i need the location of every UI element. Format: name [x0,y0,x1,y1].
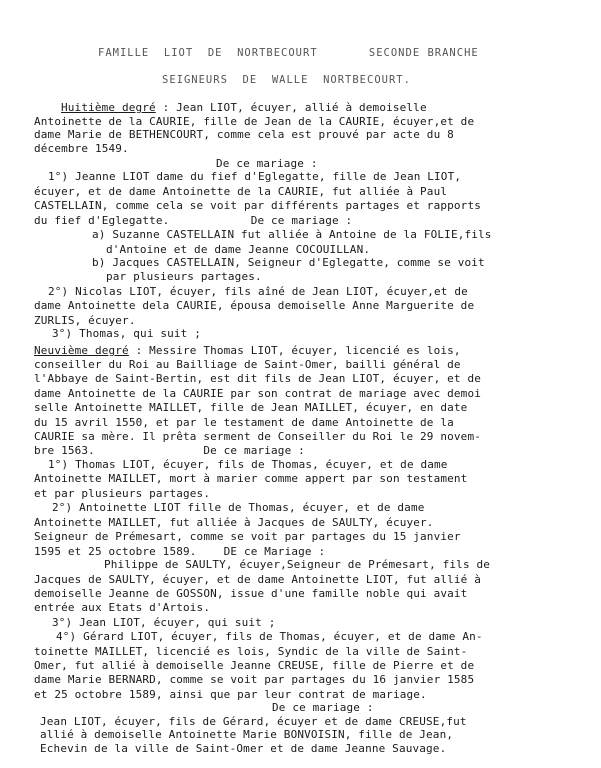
text-line [34,659,474,672]
text-line [34,299,474,312]
text-line [52,616,276,629]
line-text: 3°) Jean LIOT, écuyer, qui suit ; [52,616,276,629]
text-line [40,742,446,755]
line-text: bre 1563. De ce mariage : [34,444,305,457]
text-line [272,701,374,714]
text-line [52,327,201,340]
text-line [34,214,352,227]
line-text: 2°) Antoinette LIOT fille de Thomas, écuyer, et de dame [52,501,425,514]
text-line [40,715,467,728]
line-text: Antoinette MAILLET, fut alliée à Jacques de SAULTY, écuyer. [34,516,434,529]
line-text: d'Antoine et de dame Jeanne COCOUILLAN. [106,243,371,256]
text-line [106,270,262,283]
line-text: 1°) Thomas LIOT, écuyer, fils de Thomas, écuyer, et de dame [48,458,448,471]
text-line [34,387,481,400]
text-line [34,115,474,128]
text-line [48,285,468,298]
line-text: conseiller du Roi au Bailliage de Saint-Omer, bailli général de [34,358,461,371]
text-line [34,444,305,457]
line-text: b) Jacques CASTELLAIN, Seigneur d'Eglegatte, comme se voit [92,256,485,269]
line-text: par plusieurs partages. [106,270,262,283]
text-line [61,101,427,114]
degree-heading: Huitième degré [61,101,156,114]
line-text: toinette MAILLET, licencié es lois, Syndic de la ville de Saint- [34,645,468,658]
text-line [34,199,481,212]
line-text: du fief d'Eglegatte. De ce mariage : [34,214,353,227]
text-line [34,185,447,198]
text-line [34,401,467,414]
text-line [34,128,454,141]
family-header: FAMILLE LIOT DE NORTBECOURT SECONDE BRANCHE [98,47,479,59]
text-line [52,501,425,514]
text-line [34,673,474,686]
line-text: 3°) Thomas, qui suit ; [52,327,201,340]
line-text: 2°) Nicolas LIOT, écuyer, fils aîné de Jean LIOT, écuyer,et de [48,285,468,298]
line-text: Omer, fut allié à demoiselle Jeanne CREUSE, fille de Pierre et de [34,659,475,672]
text-line [34,688,427,701]
text-line [34,142,129,155]
line-text: dame Marie BERNARD, comme se voit par partages du 16 janvier 1585 [34,673,475,686]
degree-heading: Neuvième degré [34,344,129,357]
text-line [34,601,210,614]
line-text: CASTELLAIN, comme cela se voit par différents partages et rapports [34,199,481,212]
line-text: 1°) Jeanne LIOT dame du fief d'Eglegatte, fille de Jean LIOT, [48,170,462,183]
text-line [34,530,461,543]
text-line [34,545,325,558]
line-text: a) Suzanne CASTELLAIN fut alliée à Antoine de la FOLIE,fils [92,228,492,241]
seigneurs-header: SEIGNEURS DE WALLE NORTBECOURT. [162,74,411,86]
line-text: l'Abbaye de Saint-Bertin, est dit fils de Jean LIOT, écuyer, et de [34,372,481,385]
text-line [34,430,481,443]
line-text: De ce mariage : [216,157,318,170]
text-line [34,314,136,327]
line-text: : Messire Thomas LIOT, écuyer, licencié es lois, [128,344,461,357]
text-line [92,256,485,269]
line-text: dame Antoinette dela CAURIE, épousa demoiselle Anne Marguerite de [34,299,475,312]
line-text: De ce mariage : [272,701,374,714]
line-text: du 15 avril 1550, et par le testament de dame Antoinette de la [34,416,454,429]
text-line [34,416,454,429]
text-line [92,228,492,241]
text-line [34,472,467,485]
line-text: Antoinette de la CAURIE, fille de Jean de la CAURIE, écuyer,et de [34,115,475,128]
line-text: : Jean LIOT, écuyer, allié à demoiselle [155,101,427,114]
line-text: Seigneur de Prémesart, comme se voit par partages du 15 janvier [34,530,461,543]
line-text: et par plusieurs partages. [34,487,211,500]
line-text: entrée aux Etats d'Artois. [34,601,211,614]
line-text: CAURIE sa mère. Il prêta serment de Conseiller du Roi le 29 novem- [34,430,481,443]
text-line [34,487,210,500]
line-text: Philippe de SAULTY, écuyer,Seigneur de Prémesart, fils de [104,558,491,571]
text-line [34,645,467,658]
line-text: écuyer, et de dame Antoinette de la CAURIE, fut alliée à Paul [34,185,448,198]
text-line [34,587,467,600]
line-text: et 25 octobre 1589, ainsi que par leur contrat de mariage. [34,688,427,701]
text-line [216,157,318,170]
line-text: 4°) Gérard LIOT, écuyer, fils de Thomas, écuyer, et de dame An- [56,630,483,643]
text-line [34,344,461,357]
text-line [34,358,461,371]
line-text: décembre 1549. [34,142,129,155]
line-text: dame Antoinette de la CAURIE par son contrat de mariage avec demoi [34,387,481,400]
line-text: Jacques de SAULTY, écuyer, et de dame Antoinette LIOT, fut allié à [34,573,481,586]
text-line [34,372,481,385]
line-text: demoiselle Jeanne de GOSSON, issue d'une famille noble qui avait [34,587,468,600]
line-text: Antoinette MAILLET, mort à marier comme appert par son testament [34,472,468,485]
line-text: 1595 et 25 octobre 1589. DE ce Mariage : [34,545,326,558]
text-line [48,170,461,183]
text-line [48,458,448,471]
line-text: dame Marie de BETHENCOURT, comme cela est prouvé par acte du 8 [34,128,454,141]
text-line [106,243,370,256]
text-line [34,516,434,529]
text-line [104,558,490,571]
line-text: ZURLIS, écuyer. [34,314,136,327]
line-text: Echevin de la ville de Saint-Omer et de dame Jeanne Sauvage. [40,742,447,755]
text-line [40,728,453,741]
line-text: selle Antoinette MAILLET, fille de Jean MAILLET, écuyer, en date [34,401,468,414]
text-line [34,573,481,586]
line-text: Jean LIOT, écuyer, fils de Gérard, écuyer et de dame CREUSE,fut [40,715,467,728]
text-line [56,630,483,643]
line-text: allié à demoiselle Antoinette Marie BONVOISIN, fille de Jean, [40,728,454,741]
